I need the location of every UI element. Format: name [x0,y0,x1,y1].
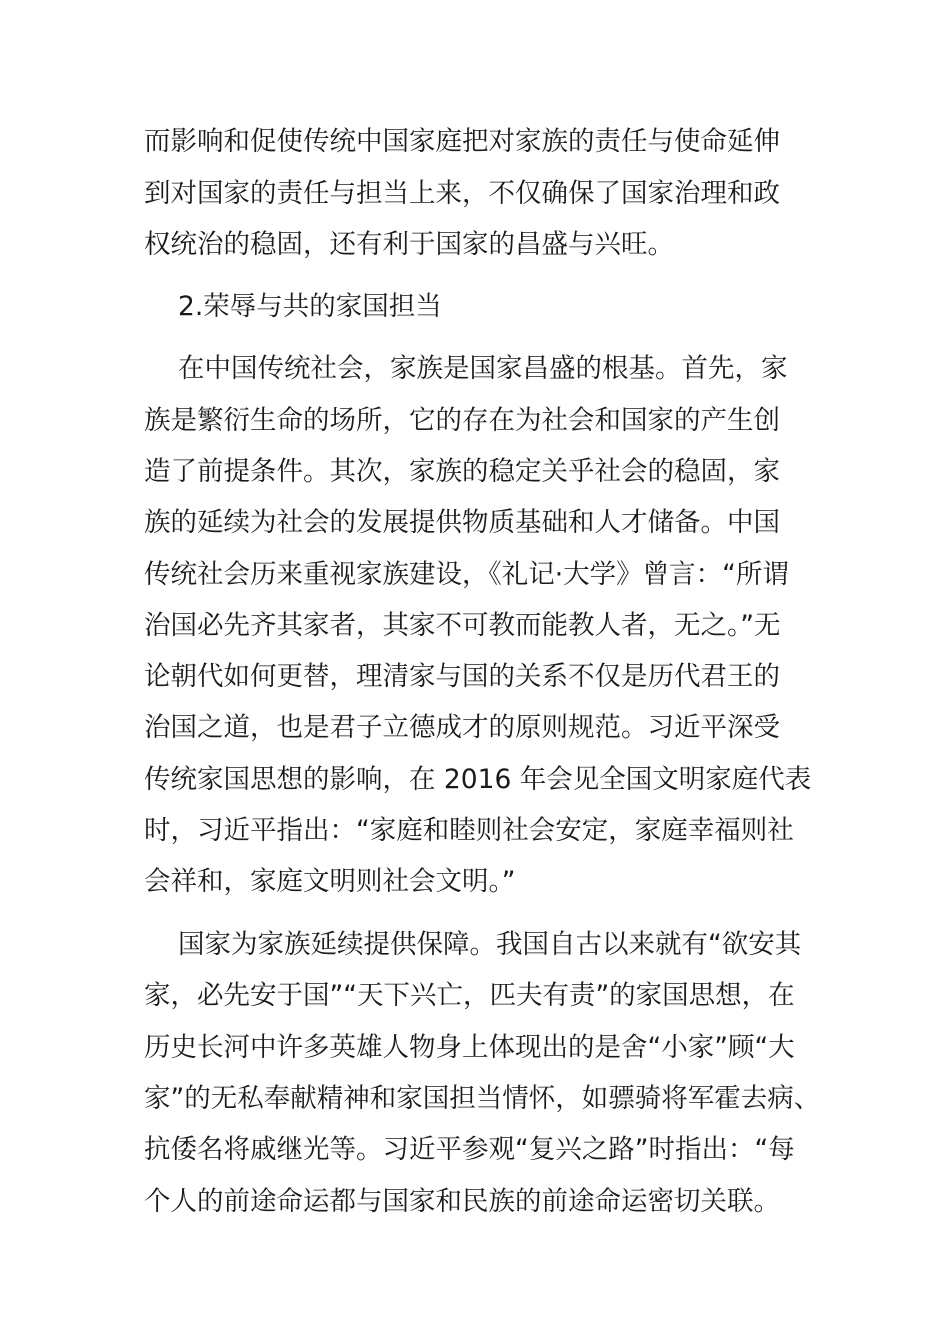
text-line: 论朝代如何更替，理清家与国的关系不仅是历代君王的 [144,661,780,692]
text-line: 传统家国思想的影响，在 2016 年会见全国文明家庭代表 [144,764,812,795]
text-line: 治国必先齐其家者，其家不可教而能教人者，无之。”无 [144,610,781,641]
text-line: 个人的前途命运都与国家和民族的前途命运密切关联。 [144,1186,780,1217]
text-line: 时，习近平指出：“家庭和睦则社会安定，家庭幸福则社 [144,815,794,846]
text-line: 家，必先安于国”“天下兴亡，匹夫有责”的家国思想，在 [144,980,795,1011]
text-line: 造了前提条件。其次，家族的稳定关乎社会的稳固，家 [144,456,780,487]
text-line: 国家为家族延续提供保障。我国自古以来就有“欲安其 [178,929,802,960]
text-line: 到对国家的责任与担当上来，不仅确保了国家治理和政 [144,178,780,209]
text-line: 会祥和，家庭文明则社会文明。” [144,866,516,897]
text-line: 历史长河中许多英雄人物身上体现出的是舍“小家”顾“大 [144,1032,795,1063]
text-line: 族的延续为社会的发展提供物质基础和人才储备。中国 [144,507,780,538]
text-line: 家”的无私奉献精神和家国担当情怀，如骠骑将军霍去病、 [144,1083,821,1114]
text-line: 抗倭名将戚继光等。习近平参观“复兴之路”时指出：“每 [144,1134,795,1165]
text-line: 在中国传统社会，家族是国家昌盛的根基。首先，家 [178,353,788,384]
heading-text: 2.荣辱与共的家国担当 [178,291,442,322]
text-line: 传统社会历来重视家族建设，《礼记·大学》曾言：“所谓 [144,559,789,590]
text-line: 治国之道，也是君子立德成才的原则规范。习近平深受 [144,712,780,743]
text-line: 权统治的稳固，还有利于国家的昌盛与兴旺。 [144,229,674,260]
text-line: 族是繁衍生命的场所，它的存在为社会和国家的产生创 [144,405,780,436]
text-line: 而影响和促使传统中国家庭把对家族的责任与使命延伸 [144,126,780,157]
